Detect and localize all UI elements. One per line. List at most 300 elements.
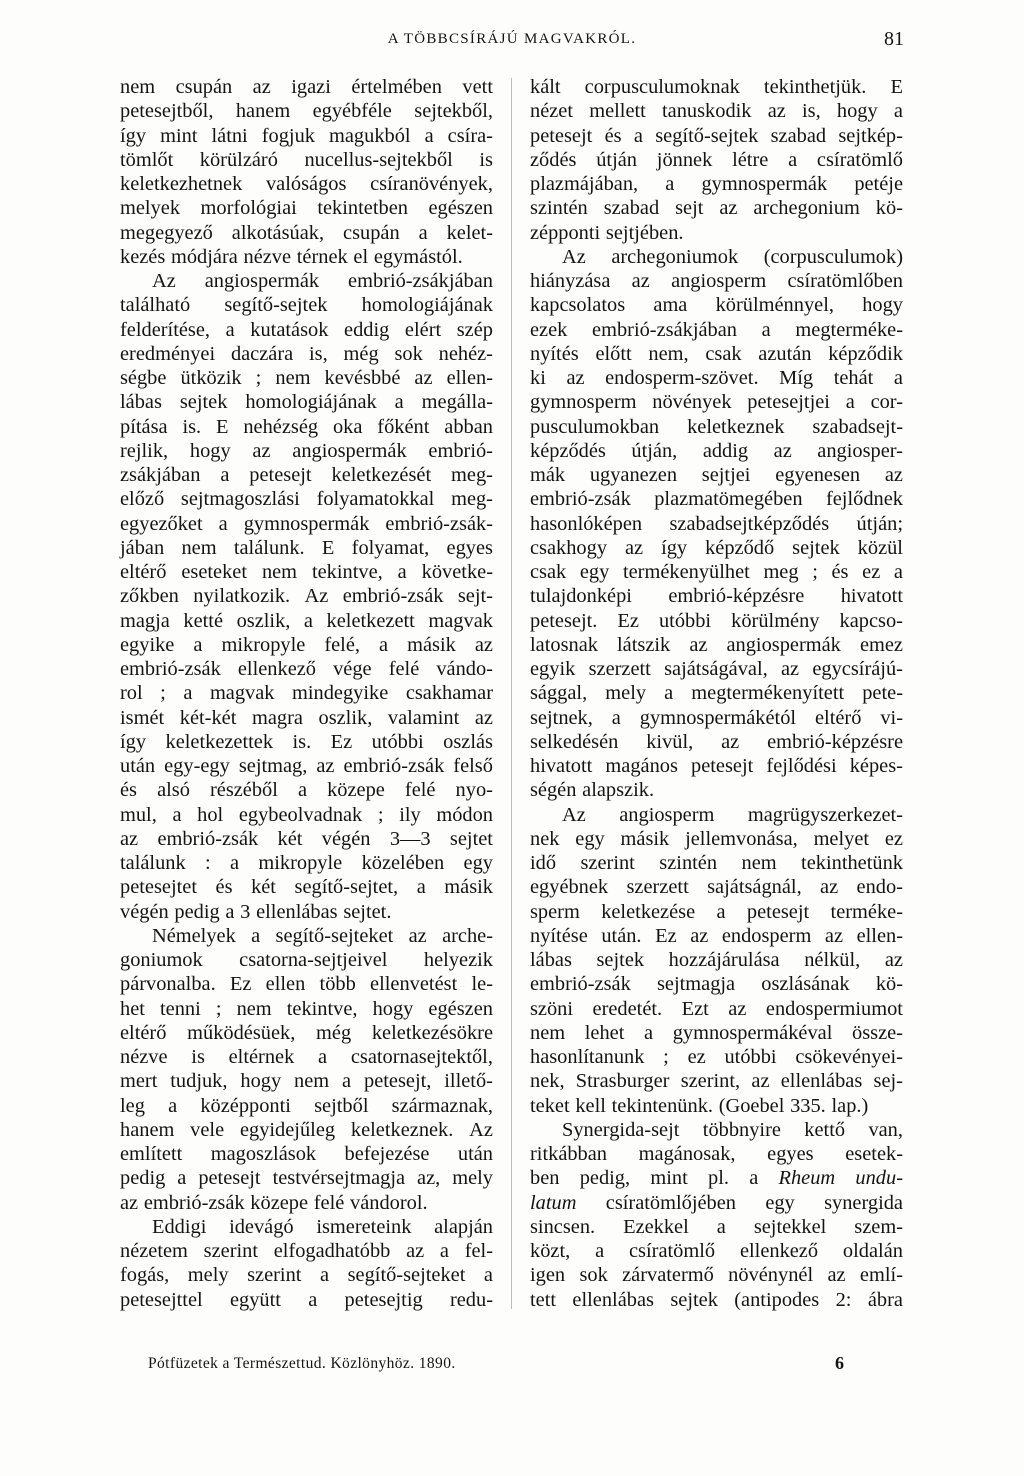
word: ellenlábas [780,1070,863,1093]
word: az [719,197,738,220]
word: másik [620,827,670,850]
word: sejtek [596,949,645,971]
word: magukból [329,124,411,147]
page-number: 81 [884,28,904,50]
word: Ez [655,924,677,947]
word: a [342,1070,352,1093]
word: vi- [880,706,903,729]
word: a [439,1240,449,1262]
word: csatornasejtektől, [350,1046,493,1068]
word: keletkezett [326,609,415,632]
word: tekintve, [286,997,358,1020]
word: nucellus-sejtekből [304,148,453,171]
word: az, [417,1167,441,1190]
word: el [353,245,369,268]
word: a [303,609,313,632]
word: segítő-sejtek [224,294,328,317]
word: megterméke- [795,318,903,341]
word: alapján [434,1215,493,1238]
word: csíratömlőjében [605,1191,736,1214]
text-line [120,1021,493,1045]
word: mely [452,1167,493,1190]
text-line [530,900,903,924]
word: segítő-sejteket [275,924,394,947]
text-line [120,730,493,754]
word: elfogadhatóbb [273,1240,391,1262]
text-line [530,560,903,584]
word: Ez [330,730,353,753]
text-line [120,463,493,487]
word: fejlődési [766,755,837,777]
word: mikropyle [258,852,343,874]
word: látszik [617,633,671,656]
text-line [120,172,493,196]
word: másik [444,876,493,899]
word: 3—3 [389,827,431,850]
word: keletkezése [601,900,696,923]
word: nem [181,536,217,559]
word: képződő [705,536,775,559]
word: folyamat, [351,536,430,559]
word: is. [292,730,312,753]
text-line [120,75,493,99]
text-line [530,221,903,245]
word: mák [530,464,566,486]
word: létre [732,148,769,171]
word: hiányzása [530,270,611,292]
word: mellett [589,100,646,123]
text-line [530,803,903,827]
word: rejlik, [120,439,169,462]
word: közepe [250,1191,309,1214]
word: termékenyülhet [622,561,750,583]
word: valamint [387,706,460,729]
word: és [831,561,849,583]
word: említett [120,1143,183,1165]
word: két-két [179,706,237,729]
word: sejtmagoszlási [180,488,300,511]
word: után [457,1143,493,1165]
word: magánosak, [638,1143,736,1165]
word: embrió-zsák [343,755,445,777]
word: az [690,924,709,947]
word: angiospermák [726,633,841,656]
word: a [424,124,434,147]
word: ; [663,1046,669,1068]
footer-source: Pótfüzetek a Természettud. Közlönyhöz. 1890. [148,1355,456,1372]
word: folyamatokkal [316,488,435,511]
word: ; [812,561,818,583]
word: a [893,561,903,583]
word: az [474,633,493,656]
word: a [716,900,726,923]
word: petéje [854,173,903,195]
word: tekintetben [317,197,408,220]
word: közt, [530,1240,571,1262]
word: keletkezését [331,464,432,486]
word: a [644,1021,654,1044]
word: leg [120,1094,145,1117]
word: Az [469,1118,493,1141]
word: ben [530,1167,560,1190]
word: csak [530,561,567,583]
text-line [530,124,903,148]
word: közepe [327,779,385,802]
word: többnyire [702,1118,781,1141]
text-line [530,366,903,390]
text-line [530,245,903,269]
word: ketté [183,609,224,632]
word: eredményei [120,342,216,365]
word: két [251,876,276,899]
word: van, [868,1118,903,1141]
word: az [624,536,644,559]
word: petesejttel [120,1288,203,1311]
word: Synergida-sejt [562,1118,680,1141]
text-line [530,1094,903,1118]
word: ellen- [446,367,493,389]
word: a [716,1215,726,1238]
text-line [120,584,493,608]
word: hogy [836,100,878,123]
word: és [604,124,622,147]
word: gymnospermák [701,173,828,195]
word: Ezekkel [623,1215,689,1238]
text-line [120,99,493,123]
word: oka [332,415,363,438]
word: nem [294,1070,330,1093]
word: találunk. [233,536,305,559]
text-line [530,1288,903,1312]
word: alsó [157,779,190,802]
word: embrió-zsák [530,488,631,511]
text-line [120,609,493,633]
word: kö- [875,197,903,220]
word: zsákjában [120,464,201,486]
word: tenni [159,997,201,1020]
word: egycsírájú- [812,658,903,680]
word: lehet [584,1021,625,1044]
word: egy [765,1191,795,1214]
left-column [120,75,493,1312]
word: körülmény [731,609,820,632]
text-line [530,827,903,851]
word: ellenkező [739,1240,819,1262]
word: ismereteink [316,1215,412,1238]
word: fogás, [120,1264,170,1287]
word: meg [763,561,799,583]
text-line [120,900,493,924]
word: emez [859,633,903,656]
word: részéből [209,779,278,802]
word: középponti [200,1094,291,1117]
word: le- [471,973,493,996]
word: mert [120,1070,158,1093]
word: szerzett [588,658,651,680]
word: felderítése, [120,318,211,341]
word: sejtet [449,827,493,850]
word: sejtek [792,536,840,559]
word: előtt [595,342,632,365]
word: utóbbi [658,609,712,632]
text-line [530,293,903,317]
word: szerint, [680,1070,741,1093]
word: a [893,367,903,389]
word: egyébféle [312,100,392,123]
word: lap.) [831,1094,869,1117]
word: az [406,1240,425,1262]
text-line [120,633,493,657]
word: sincsen. [530,1215,596,1238]
word: sejtjében. [605,221,684,244]
word: pedig [120,1167,166,1190]
word: módon [436,803,493,826]
word: magános [605,755,678,777]
word: után. [601,924,642,947]
word: megtermékenyített [691,682,845,705]
word: után [120,755,156,777]
word: mikropyle [221,633,306,656]
word: tudjuk, [170,1070,228,1093]
word: egyike [120,633,175,656]
word: szintén [530,197,588,220]
word: egyébnek [530,876,609,899]
text-line [530,148,903,172]
word: követke- [421,561,493,583]
word: eseteket [181,561,248,583]
word: archegonium [753,197,860,220]
word: így [661,536,688,559]
word: meg- [451,488,493,511]
word: az [780,658,800,680]
word: kivül, [646,730,694,753]
word: hivatott [840,585,903,608]
word: lábas [530,949,572,971]
text-line [120,972,493,996]
word: körülménnyel, [715,294,834,317]
text-line [530,342,903,366]
word: ellen- [856,924,903,947]
word: az [316,755,335,777]
word: a [397,561,407,583]
word: mint [160,124,198,147]
text-line [530,730,903,754]
word: a [749,1167,759,1190]
word: petesejt [530,124,593,147]
word: (corpusculumok) [763,245,903,268]
word: nem [120,76,156,98]
word: módjára [171,245,238,268]
column-divider [511,78,512,1309]
word: nyo- [455,779,493,802]
word: zárvatermő [622,1264,714,1287]
word: sággal, [530,682,588,705]
word: az [773,439,792,462]
word: és [215,876,233,899]
word: embrió-zsák [120,658,221,680]
text-line [530,512,903,536]
word: sejtekkel [753,1215,827,1238]
text-line [120,851,493,875]
word: másik [407,633,456,656]
word: nem [741,852,777,874]
text-line [530,463,903,487]
text-line [530,1045,903,1069]
word: sejtből [314,1094,369,1117]
word: sejtekből, [414,100,493,123]
word: angiospermák [292,439,407,462]
word: eredetét. [592,997,663,1020]
word: kö- [875,973,903,996]
word: helyezik [423,949,493,971]
word: magja [120,609,170,632]
text-line [120,924,493,948]
word: a [218,512,228,535]
word: egy-egy [164,755,230,777]
text-line [120,1191,493,1215]
word: idevágó [229,1215,294,1238]
word: szerzett [626,876,689,899]
text-line [120,1069,493,1093]
word: szerint [247,1264,302,1287]
word: kapcsolatos [530,294,626,317]
word: tekintenünk. [611,1094,713,1117]
word: latum [530,1191,577,1214]
word: latosnak [530,633,598,656]
text-line [530,681,903,705]
text-line [120,487,493,511]
word: értelmében [351,76,442,98]
word: petesejtből, [120,100,214,123]
word: idő [530,852,557,874]
word: sejt- [457,585,493,608]
word: növények [652,391,732,414]
text-line [120,293,493,317]
text-line [120,512,493,536]
word: útján; [856,512,903,535]
right-column [530,75,903,1312]
text-line [120,657,493,681]
text-line [120,342,493,366]
word: Ez [229,973,252,996]
word: embrió-képzésre [767,730,903,753]
word: Az [152,270,176,292]
word: csíranövények, [370,173,493,195]
word: arche- [442,924,493,947]
text-line [120,536,493,560]
text-line [120,948,493,972]
word: gymnosperm [530,391,637,414]
word: felé, [324,633,360,656]
word: angiospermák [204,270,320,292]
word: embrió- [428,439,493,462]
word: ellen [265,973,306,996]
word: az [120,1191,139,1214]
word: csakhamar [405,682,493,705]
text-line [530,318,903,342]
word: a [845,391,855,414]
word: sejtmagja [656,973,736,996]
text-line [530,439,903,463]
page-footer [120,1355,904,1385]
word: nézet [530,100,574,123]
word: szerint [580,852,635,874]
word: corpusculumoknak [584,76,740,98]
word: az [689,633,708,656]
word: 3 [240,900,251,923]
word: Strasburger [575,1070,670,1093]
word: körülzáró [199,148,278,171]
word: ez [884,827,903,850]
word: növénynél [728,1264,814,1287]
word: képződés [530,439,606,462]
word: redu- [449,1288,493,1311]
text-line [120,1215,493,1239]
word: az [631,270,650,292]
word: a [595,1240,605,1262]
word: tömlőt [120,148,174,171]
word: endospermiumot [765,997,903,1020]
word: hozzájárulása [668,949,780,971]
word: endosperm-szövet. [605,367,759,389]
word: petesejtig [344,1288,423,1311]
word: az [884,949,903,971]
word: térnek [296,245,348,268]
word: szerint [203,1240,259,1262]
word: hanem [235,100,291,123]
word: E [321,536,335,559]
word: felső [453,755,493,777]
text-line [530,487,903,511]
word: illető- [444,1070,493,1093]
word: lábas [120,391,162,414]
text-line [530,1118,903,1142]
text-line [120,245,493,269]
word: sejtek [179,391,228,414]
word: ; [215,997,222,1020]
text-line [120,827,493,851]
word: embrió-zsákjában [348,270,493,292]
word: nehézség [243,415,319,438]
text-line [530,536,903,560]
word: még [316,1021,352,1044]
word: a [225,900,235,923]
word: egészen [428,197,493,220]
text-line [120,778,493,802]
word: végén [321,827,371,850]
text-line [530,948,903,972]
word: magrügyszerkezet- [747,803,903,826]
word: a [320,1264,330,1287]
word: nek, [530,1070,565,1093]
text-line [120,1118,493,1142]
word: hanem [120,1118,175,1141]
word: az [566,367,585,389]
word: cor- [870,391,903,414]
word: magoszlások [210,1143,317,1165]
word: a [611,706,621,729]
word: angiosper- [817,439,903,462]
text-line [120,1166,493,1190]
word: kelet- [446,221,493,244]
word: tanuskodik [662,100,752,123]
word: kevésbbé [324,367,401,389]
word: egy [575,827,605,850]
word: csak [705,342,742,365]
word: gymnospermák [243,512,370,535]
word: oszlik, [318,706,373,729]
word: ritkábban [530,1143,608,1165]
